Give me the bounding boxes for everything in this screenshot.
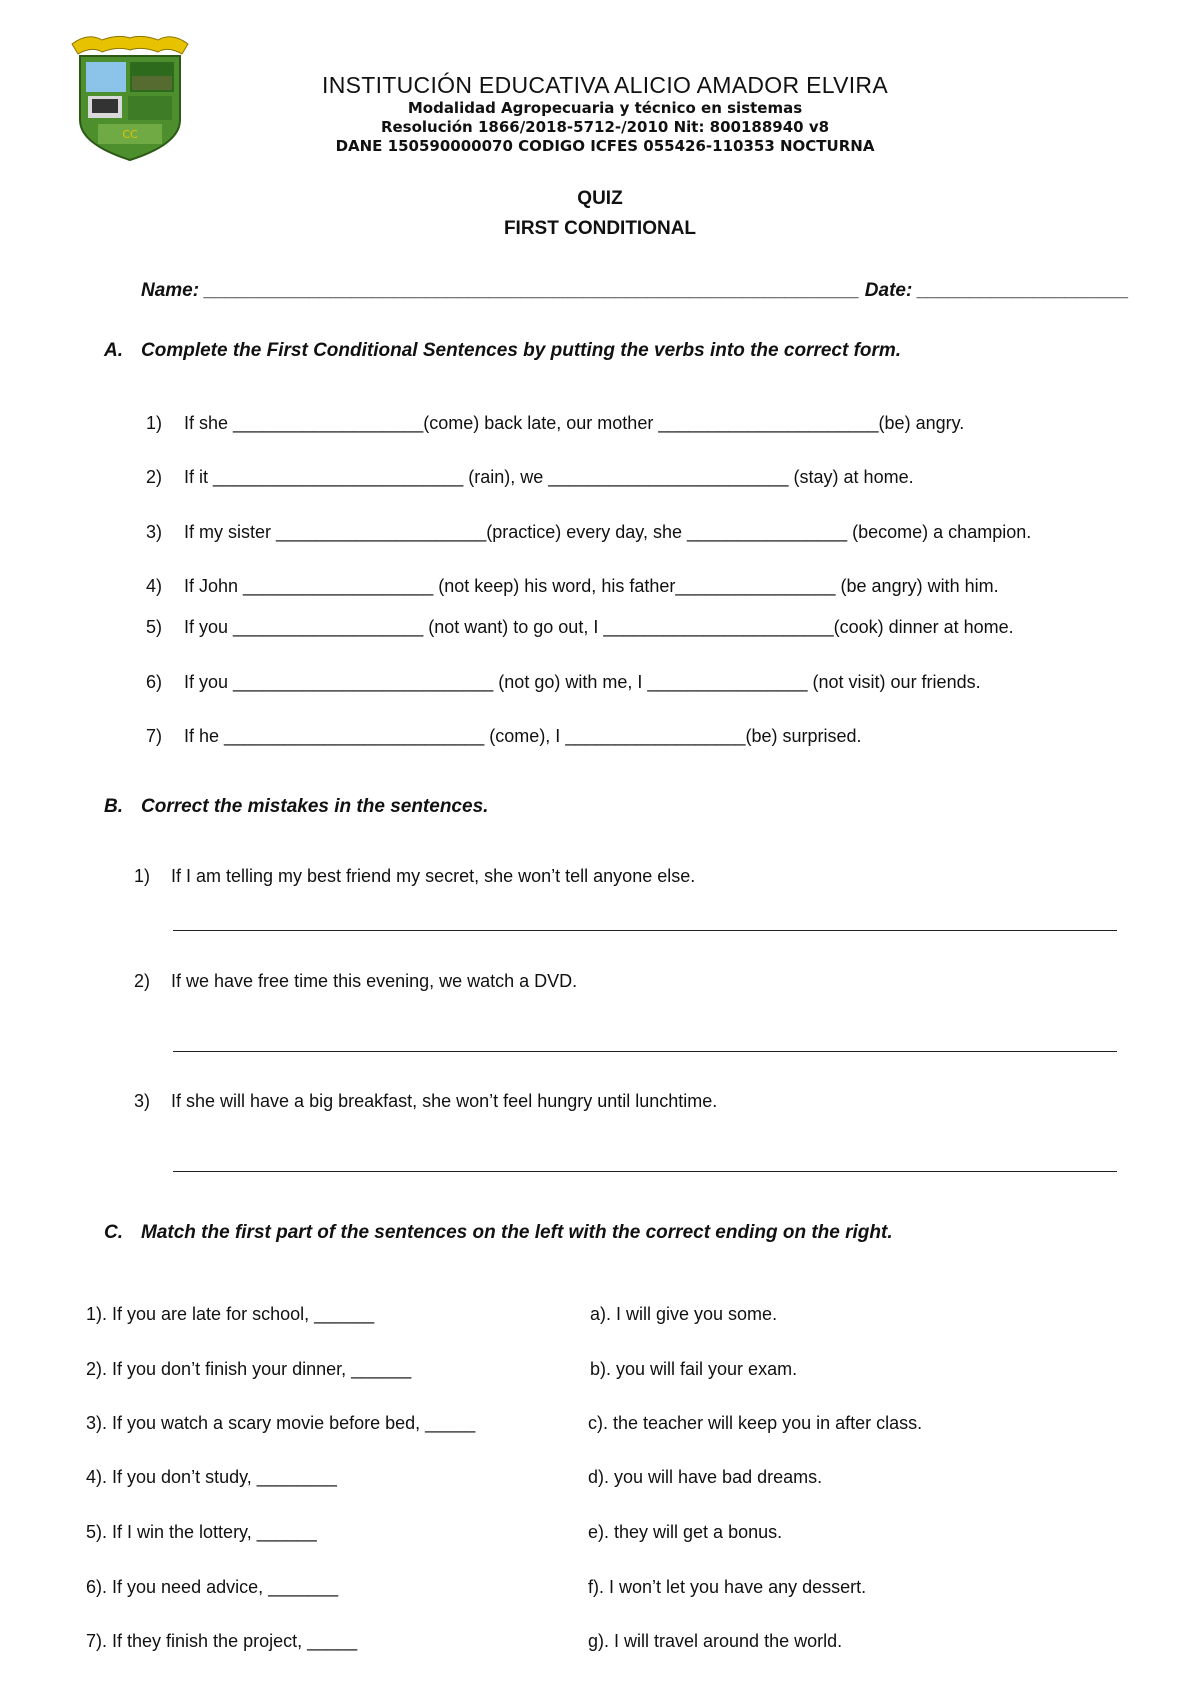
item-text: If she will have a big breakfast, she won’t feel hungry until lunchtime. [171, 1091, 718, 1111]
match-right-item: g). I will travel around the world. [588, 1631, 843, 1651]
item-number: 2) [134, 971, 151, 991]
section-b-title: Correct the mistakes in the sentences. [141, 796, 489, 817]
quiz-title: QUIZ [577, 188, 623, 209]
quiz-subtitle: FIRST CONDITIONAL [503, 218, 697, 239]
match-right-item: e). they will get a bonus. [588, 1522, 783, 1542]
match-left-item[interactable]: 1). If you are late for school, ______ [86, 1304, 375, 1324]
match-left-item[interactable]: 7). If they finish the project, _____ [86, 1631, 358, 1651]
item-number: 1) [134, 866, 151, 886]
item-number: 4) [146, 576, 163, 596]
item-text: If it _________________________ (rain), we ________________________ (stay) at home. [184, 467, 914, 487]
section-c-letter: C. [104, 1222, 123, 1243]
item-number: 3) [134, 1091, 151, 1111]
match-left-item[interactable]: 3). If you watch a scary movie before bed, _____ [86, 1413, 476, 1433]
match-right-item: c). the teacher will keep you in after class. [588, 1413, 923, 1433]
resolution-line: Resolución 1866/2018-5712-/2010 Nit: 800188940 v8 [380, 118, 830, 136]
match-left-item[interactable]: 5). If I win the lottery, ______ [86, 1522, 317, 1542]
item-text: If I am telling my best friend my secret, she won’t tell anyone else. [171, 866, 696, 886]
item-text: If you ___________________ (not want) to go out, I _______________________(cook) dinner at home. [184, 617, 1014, 637]
name-date-line[interactable]: Name: ______________________________________________________________ Date: ____________________ [141, 280, 1129, 301]
answer-line[interactable] [173, 930, 1117, 931]
item-number: 3) [146, 522, 163, 542]
match-left-item[interactable]: 4). If you don’t study, ________ [86, 1467, 337, 1487]
modality-line: Modalidad Agropecuaria y técnico en sistemas [407, 99, 803, 117]
item-number: 5) [146, 617, 163, 637]
item-number: 6) [146, 672, 163, 692]
section-c-title: Match the first part of the sentences on the left with the correct ending on the right. [141, 1222, 893, 1243]
match-left-item[interactable]: 2). If you don’t finish your dinner, ______ [86, 1359, 412, 1379]
item-text: If my sister _____________________(practice) every day, she ________________ (become) a champion. [184, 522, 1032, 542]
item-text: If John ___________________ (not keep) his word, his father________________ (be angry) with him. [184, 576, 999, 596]
section-a-title: Complete the First Conditional Sentences by putting the verbs into the correct form. [141, 340, 902, 361]
match-right-item: f). I won’t let you have any dessert. [588, 1577, 867, 1597]
institution-name: INSTITUCIÓN EDUCATIVA ALICIO AMADOR ELVIRA [322, 72, 888, 98]
item-number: 2) [146, 467, 163, 487]
answer-line[interactable] [173, 1171, 1117, 1172]
match-right-item: a). I will give you some. [590, 1304, 778, 1324]
item-number: 1) [146, 413, 163, 433]
dane-line: DANE 150590000070 CODIGO ICFES 055426-110353 NOCTURNA [335, 137, 875, 155]
section-a-letter: A. [104, 340, 123, 361]
match-right-item: d). you will have bad dreams. [588, 1467, 823, 1487]
school-crest-logo [68, 32, 192, 162]
match-right-item: b). you will fail your exam. [590, 1359, 798, 1379]
match-left-item[interactable]: 6). If you need advice, _______ [86, 1577, 339, 1597]
svg-text:CC: CC [122, 128, 138, 141]
item-text: If you __________________________ (not go) with me, I ________________ (not visit) our friends. [184, 672, 981, 692]
answer-line[interactable] [173, 1051, 1117, 1052]
item-text: If she ___________________(come) back late, our mother ______________________(be) angry. [184, 413, 965, 433]
section-b-letter: B. [104, 796, 123, 817]
item-text: If he __________________________ (come), I __________________(be) surprised. [184, 726, 862, 746]
item-text: If we have free time this evening, we watch a DVD. [171, 971, 578, 991]
item-number: 7) [146, 726, 163, 746]
